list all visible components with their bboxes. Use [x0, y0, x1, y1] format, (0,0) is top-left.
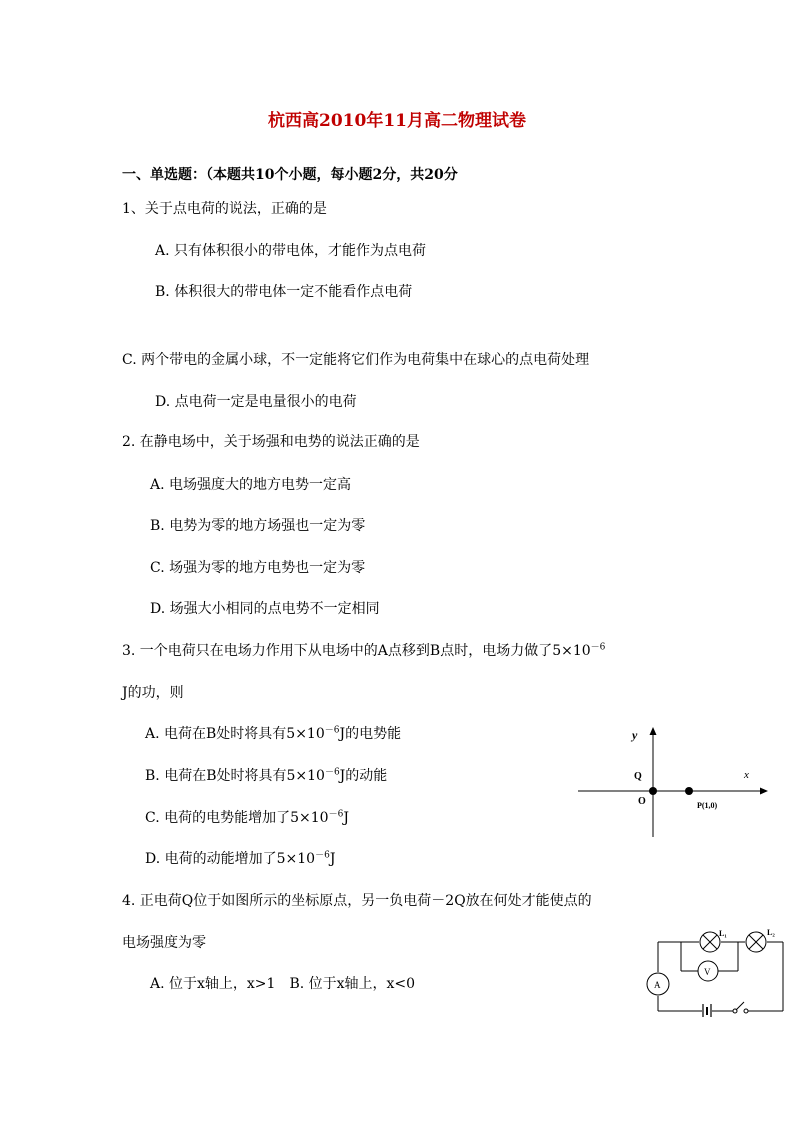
question-3-stem-exponent: －6	[590, 642, 606, 653]
lamp-l1-label: L₁	[719, 929, 727, 938]
question-2-option-d: D. 场强大小相同的点电势不一定相同	[150, 601, 380, 617]
question-1-option-d: D. 点电荷一定是电量很小的电荷	[155, 394, 357, 410]
question-3-stem	[122, 642, 605, 660]
question-3-stem-text: 3. 一个电荷只在电场力作用下从电场中的A点移到B点时，电场力做了5×10	[122, 643, 591, 659]
question-1-option-c: C. 两个带电的金属小球，不一定能将它们作为电荷集中在球心的点电荷处理	[122, 352, 590, 368]
x-axis-label: x	[744, 769, 749, 781]
battery-icon	[703, 1004, 711, 1017]
question-4-stem-continued: 电场强度为零	[122, 935, 206, 951]
question-3-option-a-text: A. 电荷在B处时将具有5×10	[145, 726, 325, 742]
question-3-option-c-exponent: －6	[328, 809, 344, 820]
question-1-option-a: A. 只有体积很小的带电体，才能作为点电荷	[155, 243, 427, 259]
lamp-l1-icon	[700, 932, 720, 952]
charge-q-label: Q	[634, 771, 642, 782]
question-3-option-c-text: C. 电荷的电势能增加了5×10	[145, 810, 329, 826]
circuit-figure	[640, 925, 794, 1017]
question-3-option-a	[145, 725, 401, 743]
question-4-stem: 4. 正电荷Q位于如图所示的坐标原点，另一负电荷－2Q放在何处才能使点的	[122, 893, 592, 909]
question-3-option-b-text: B. 电荷在B处时将具有5×10	[145, 768, 325, 784]
question-3-stem-continued: J的功，则	[122, 685, 184, 701]
question-1-stem: 1、关于点电荷的说法，正确的是	[122, 201, 327, 217]
point-p-dot	[685, 787, 693, 795]
question-3-option-c-unit: J	[343, 810, 349, 826]
question-2-stem: 2. 在静电场中，关于场强和电势的说法正确的是	[122, 434, 420, 450]
origin-charge-dot	[649, 787, 657, 795]
y-axis-arrow	[650, 727, 657, 735]
exam-title: 杭西高2010年11月高二物理试卷	[268, 111, 526, 131]
question-2-option-c: C. 场强为零的地方电势也一定为零	[150, 560, 366, 576]
lamp-l2-icon	[746, 932, 766, 952]
axes-figure	[570, 722, 770, 842]
question-3-option-d-exponent: －6	[315, 850, 330, 861]
question-3-option-d-unit: J	[329, 851, 336, 867]
question-3-option-d-text: D. 电荷的动能增加了5×10	[145, 851, 316, 867]
question-3-option-c	[145, 809, 349, 827]
question-3-option-b	[145, 767, 387, 785]
switch-icon	[733, 1002, 748, 1013]
question-3-option-a-exponent: －6	[324, 725, 340, 736]
lamp-l2-label: L₂	[767, 928, 775, 937]
y-axis-label: y	[632, 728, 638, 742]
question-2-option-a: A. 电场强度大的地方电势一定高	[150, 477, 352, 493]
voltmeter-label: V	[704, 967, 711, 977]
x-axis-arrow	[760, 788, 768, 795]
ammeter-label: A	[654, 980, 661, 990]
question-3-option-d	[145, 850, 335, 868]
question-4-options-ab: A. 位于x轴上，x>1 B. 位于x轴上，x<0	[150, 976, 416, 992]
question-1-option-b: B. 体积很大的带电体一定不能看作点电荷	[155, 284, 413, 300]
question-3-option-b-exponent: －6	[324, 767, 340, 778]
origin-label: O	[638, 796, 646, 807]
question-2-option-b: B. 电势为零的地方场强也一定为零	[150, 518, 366, 534]
question-3-option-a-unit: J的电势能	[339, 726, 402, 742]
point-p-label: P(1,0)	[697, 801, 718, 810]
section-heading: 一、单选题：（本题共10个小题，每小题2分，共20分	[122, 167, 458, 183]
question-3-option-b-unit: J的动能	[339, 768, 388, 784]
